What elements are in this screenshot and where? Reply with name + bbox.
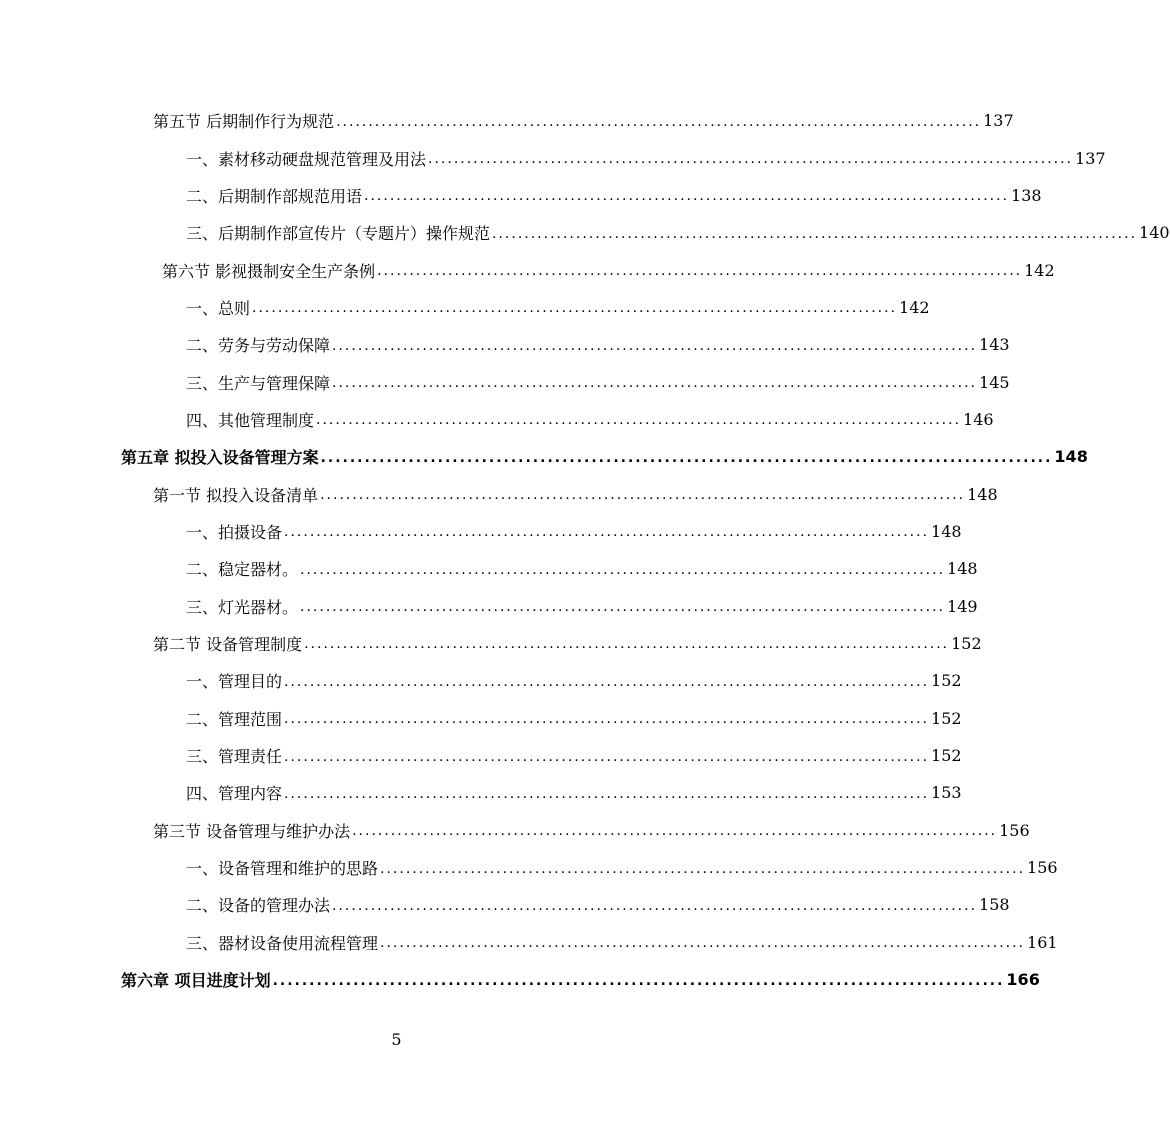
toc-entry-title: 一、素材移动硬盘规范管理及用法: [186, 149, 427, 169]
toc-leader-dots: ....................................................................................................: [428, 151, 1074, 168]
toc-leader-dots: ....................................................................................................: [284, 711, 930, 728]
toc-entry[interactable]: [0, 513, 962, 550]
toc-entry-page: 148: [1054, 447, 1088, 467]
toc-entry-page: 156: [999, 820, 1030, 840]
toc-leader-dots: ....................................................................................................: [284, 673, 930, 690]
toc-entry-title: 第三节 设备管理与维护办法: [153, 821, 351, 841]
toc-entry-title: 第二节 设备管理制度: [153, 634, 303, 654]
toc-entry[interactable]: [0, 625, 982, 662]
toc-entry-page: 161: [1027, 932, 1058, 952]
toc-entry-title: 一、管理目的: [186, 672, 283, 692]
toc-leader-dots: ....................................................................................................: [320, 487, 966, 504]
toc-entry-page: 153: [931, 783, 962, 803]
toc-leader-dots: ....................................................................................................: [332, 375, 978, 392]
toc-entry-page: 158: [979, 895, 1010, 915]
toc-entry[interactable]: [0, 886, 1010, 923]
toc-leader-dots: ....................................................................................................: [284, 524, 930, 541]
toc-entry-page: 156: [1027, 858, 1058, 878]
toc-entry-title: 二、劳务与劳动保障: [186, 336, 331, 356]
toc-entry[interactable]: [0, 774, 962, 811]
toc-entry-page: 138: [1011, 185, 1042, 205]
toc-entry-page: 148: [931, 521, 962, 541]
toc-entry-page: 137: [1075, 148, 1106, 168]
toc-entry-page: 152: [931, 671, 962, 691]
toc-entry-title: 三、生产与管理保障: [186, 373, 331, 393]
toc-entry-page: 152: [931, 708, 962, 728]
toc-leader-dots: ....................................................................................................: [284, 785, 930, 802]
page-number: 5: [391, 1030, 402, 1049]
toc-leader-dots: ....................................................................................................: [304, 636, 950, 653]
toc-entry-title: 三、后期制作部宣传片（专题片）操作规范: [186, 224, 491, 244]
toc-entry-title: 一、拍摄设备: [186, 522, 283, 542]
toc-entry[interactable]: [0, 214, 1170, 251]
toc-entry[interactable]: [0, 289, 930, 326]
toc-leader-dots: ....................................................................................................: [284, 748, 930, 765]
toc-entry-page: 140: [1139, 223, 1170, 243]
table-of-contents: [0, 102, 1170, 998]
toc-entry-title: 一、总则: [186, 298, 251, 318]
toc-entry-title: 三、管理责任: [186, 747, 283, 767]
toc-entry-title: 一、设备管理和维护的思路: [186, 859, 379, 879]
toc-entry[interactable]: [0, 139, 1106, 176]
toc-entry-page: 142: [899, 297, 930, 317]
toc-leader-dots: ....................................................................................................: [320, 449, 1053, 466]
toc-entry[interactable]: [0, 102, 1014, 139]
toc-entry[interactable]: [0, 662, 962, 699]
toc-entry-title: 二、管理范围: [186, 709, 283, 729]
toc-leader-dots: ....................................................................................................: [272, 972, 1005, 989]
toc-leader-dots: ....................................................................................................: [380, 860, 1026, 877]
toc-entry-page: 148: [967, 484, 998, 504]
toc-entry[interactable]: [0, 700, 962, 737]
toc-entry[interactable]: [0, 737, 962, 774]
toc-entry-page: 148: [947, 559, 978, 579]
toc-entry[interactable]: [0, 363, 1010, 400]
toc-entry-page: 143: [979, 335, 1010, 355]
toc-entry-title: 第六节 影视摄制安全生产条例: [162, 261, 376, 281]
toc-chapter-entry[interactable]: [0, 438, 1088, 475]
toc-entry[interactable]: [0, 251, 1055, 288]
toc-leader-dots: ....................................................................................................: [377, 263, 1023, 280]
toc-entry-title: 二、设备的管理办法: [186, 896, 331, 916]
toc-leader-dots: ....................................................................................................: [352, 823, 998, 840]
toc-entry[interactable]: [0, 587, 978, 624]
toc-entry-page: 145: [979, 372, 1010, 392]
toc-entry[interactable]: [0, 924, 1058, 961]
toc-entry-title: 三、器材设备使用流程管理: [186, 933, 379, 953]
toc-entry-title: 四、管理内容: [186, 784, 283, 804]
toc-entry-title: 第六章 项目进度计划: [121, 971, 271, 991]
toc-entry[interactable]: [0, 475, 998, 512]
toc-entry-title: 二、后期制作部规范用语: [186, 186, 363, 206]
toc-entry-title: 二、稳定器材。: [186, 560, 299, 580]
toc-entry-title: 第五节 后期制作行为规范: [153, 112, 335, 132]
toc-entry-page: 142: [1024, 260, 1055, 280]
toc-entry-title: 第一节 拟投入设备清单: [153, 485, 319, 505]
toc-entry-page: 149: [947, 596, 978, 616]
toc-leader-dots: ....................................................................................................: [252, 300, 898, 317]
toc-entry-page: 137: [983, 111, 1014, 131]
toc-leader-dots: ....................................................................................................: [316, 412, 962, 429]
toc-entry[interactable]: [0, 401, 994, 438]
toc-leader-dots: ....................................................................................................: [492, 225, 1138, 242]
toc-leader-dots: ....................................................................................................: [380, 935, 1026, 952]
toc-leader-dots: ....................................................................................................: [364, 188, 1010, 205]
toc-entry[interactable]: [0, 812, 1030, 849]
toc-entry[interactable]: [0, 177, 1042, 214]
toc-entry-page: 152: [951, 633, 982, 653]
toc-entry[interactable]: [0, 550, 978, 587]
toc-leader-dots: ....................................................................................................: [332, 897, 978, 914]
toc-entry-page: 146: [963, 409, 994, 429]
toc-entry[interactable]: [0, 326, 1010, 363]
toc-entry-page: 166: [1006, 970, 1040, 990]
toc-entry[interactable]: [0, 849, 1058, 886]
toc-leader-dots: ....................................................................................................: [336, 113, 982, 130]
toc-leader-dots: ....................................................................................................: [300, 599, 946, 616]
toc-chapter-entry[interactable]: [0, 961, 1040, 998]
toc-entry-title: 第五章 拟投入设备管理方案: [121, 448, 319, 468]
toc-leader-dots: ....................................................................................................: [300, 561, 946, 578]
toc-entry-title: 四、其他管理制度: [186, 410, 315, 430]
toc-entry-title: 三、灯光器材。: [186, 597, 299, 617]
toc-entry-page: 152: [931, 746, 962, 766]
toc-leader-dots: ....................................................................................................: [332, 337, 978, 354]
